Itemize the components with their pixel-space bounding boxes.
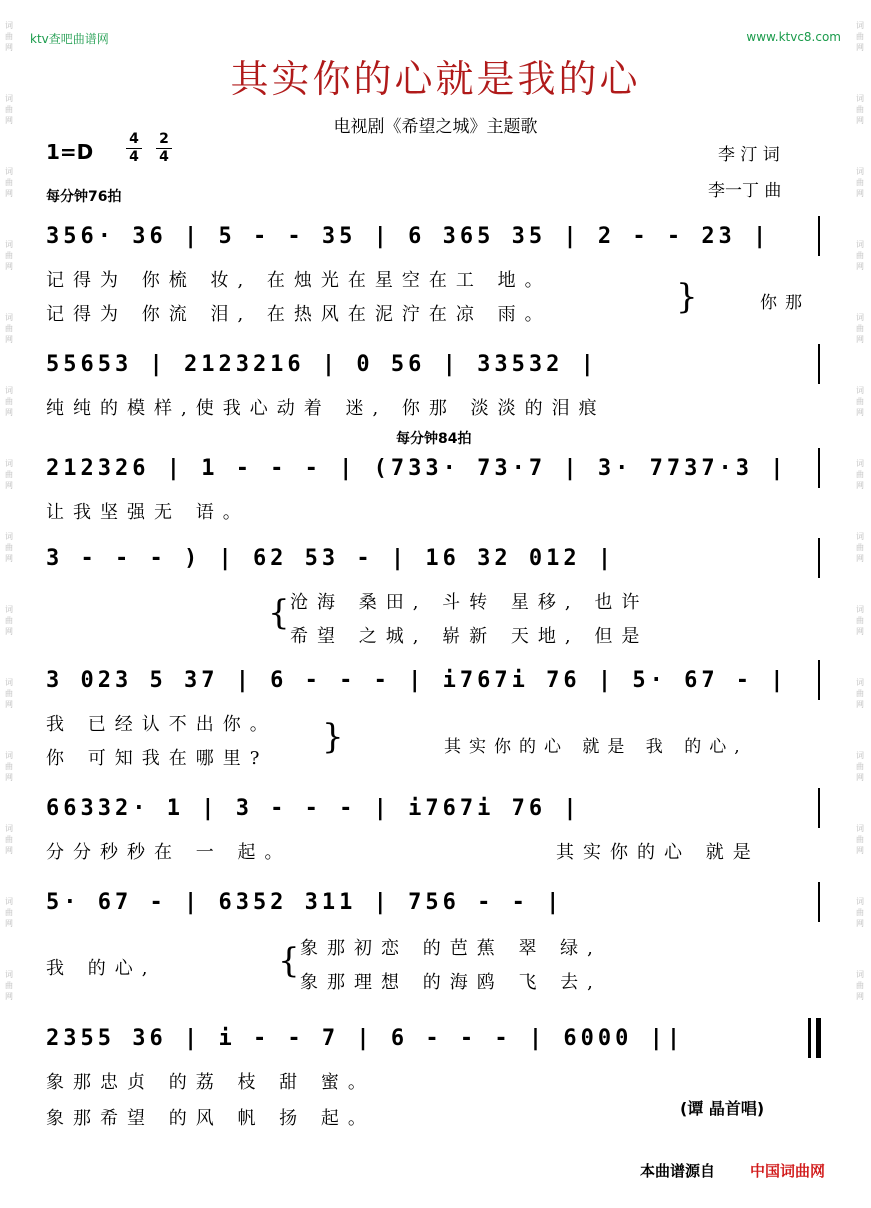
bar-line xyxy=(818,344,820,384)
song-title: 其实你的心就是我的心 xyxy=(230,57,641,101)
side-watermark-right: 词曲网 词曲网 词曲网 词曲网 词曲网 词曲网 词曲网 词曲网 词曲网 词曲网 词曲网 词曲网 词曲网 词曲网 xyxy=(856,21,864,1001)
lyric-row-4-verse-1: 沧海 桑田, 斗转 星移, 也许 xyxy=(290,592,649,613)
bar-line xyxy=(818,660,820,700)
lyric-row-7-lead: 我 的心, xyxy=(46,958,157,979)
final-bar-thick xyxy=(816,1018,821,1058)
side-watermark-left: 词曲网 词曲网 词曲网 词曲网 词曲网 词曲网 词曲网 词曲网 词曲网 词曲网 词曲网 词曲网 词曲网 词曲网 xyxy=(5,21,13,1001)
tempo-marking: 每分钟76拍 xyxy=(46,189,122,205)
notation-row-2: 55653 | 2123216 | 0 56 | 33532 | xyxy=(46,352,598,377)
bar-line xyxy=(818,788,820,828)
lyric-row-8-verse-1: 象那忠贞 的荔 枝 甜 蜜。 xyxy=(46,1072,375,1093)
lyric-row-5-side: 其实你的心 就是 我 的心, xyxy=(444,737,748,757)
watermark-top-left: ktv查吧曲谱网 xyxy=(30,32,109,46)
lyric-row-3: 让我坚强无 语。 xyxy=(46,502,250,523)
brace-right-2: } xyxy=(322,717,344,757)
brace-left-2: { xyxy=(278,941,300,981)
tempo-change: 每分钟84拍 xyxy=(396,431,472,447)
notation-row-4: 3 - - - ) | 62 53 - | 16 32 012 | xyxy=(46,546,616,571)
notation-row-5: 3 023 5 37 | 6 - - - | i767i 76 | 5· 67 - | xyxy=(46,668,788,693)
bar-line xyxy=(818,882,820,922)
key-signature: 1=D xyxy=(46,140,94,164)
bar-line xyxy=(818,448,820,488)
notation-row-7: 5· 67 - | 6352 311 | 756 - - | xyxy=(46,890,564,915)
lyric-row-1-side: 你那 xyxy=(760,293,810,313)
lyric-row-8-verse-2: 象那希望 的风 帆 扬 起。 xyxy=(46,1108,375,1129)
lyric-row-7-verse-2: 象那理想 的海鸥 飞 去, xyxy=(300,972,602,993)
bar-line xyxy=(818,216,820,256)
song-subtitle: 电视剧《希望之城》主题歌 xyxy=(333,117,538,137)
lyric-row-5-verse-2: 你 可知我在哪里? xyxy=(46,748,269,769)
watermark-top-right: www.ktvc8.com xyxy=(746,30,841,44)
notation-row-6: 66332· 1 | 3 - - - | i767i 76 | xyxy=(46,796,581,821)
lyric-row-7-verse-1: 象那初恋 的芭蕉 翠 绿, xyxy=(300,938,602,959)
bar-line xyxy=(818,538,820,578)
notation-row-1: 356· 36 | 5 - - 35 | 6 365 35 | 2 - - 23 | xyxy=(46,224,771,249)
final-bar-thin xyxy=(808,1018,811,1058)
lyricist: 李 汀 词 xyxy=(718,145,780,165)
lyric-row-2: 纯纯的模样,使我心动着 迷, 你那 淡淡的泪痕 xyxy=(46,398,606,419)
composer: 李一丁 曲 xyxy=(708,181,782,201)
lyric-row-6-side: 其实你的心 就是 xyxy=(556,842,760,863)
lyric-row-6: 分分秒秒在 一 起。 xyxy=(46,842,292,863)
brace-right: } xyxy=(676,277,698,317)
notation-row-8: 2355 36 | i - - 7 | 6 - - - | 6000 || xyxy=(46,1026,685,1051)
brace-left: { xyxy=(268,593,290,633)
lyric-row-5-verse-1: 我 已经认不出你。 xyxy=(46,714,277,735)
time-signature-2: 2 4 xyxy=(156,132,172,165)
lyric-row-1-verse-2: 记得为 你流 泪, 在热风在泥泞在凉 雨。 xyxy=(46,304,552,325)
time-signature-1: 4 4 xyxy=(126,132,142,165)
source-site: 中国词曲网 xyxy=(750,1162,826,1180)
source-label: 本曲谱源自 xyxy=(640,1162,716,1180)
lyric-row-4-verse-2: 希望 之城, 崭新 天地, 但是 xyxy=(290,626,649,647)
notation-row-3: 212326 | 1 - - - | (733· 73·7 | 3· 7737·3 | xyxy=(46,456,788,481)
singer-credit: (谭 晶首唱) xyxy=(680,1099,765,1118)
lyric-row-1-verse-1: 记得为 你梳 妆, 在烛光在星空在工 地。 xyxy=(46,270,552,291)
